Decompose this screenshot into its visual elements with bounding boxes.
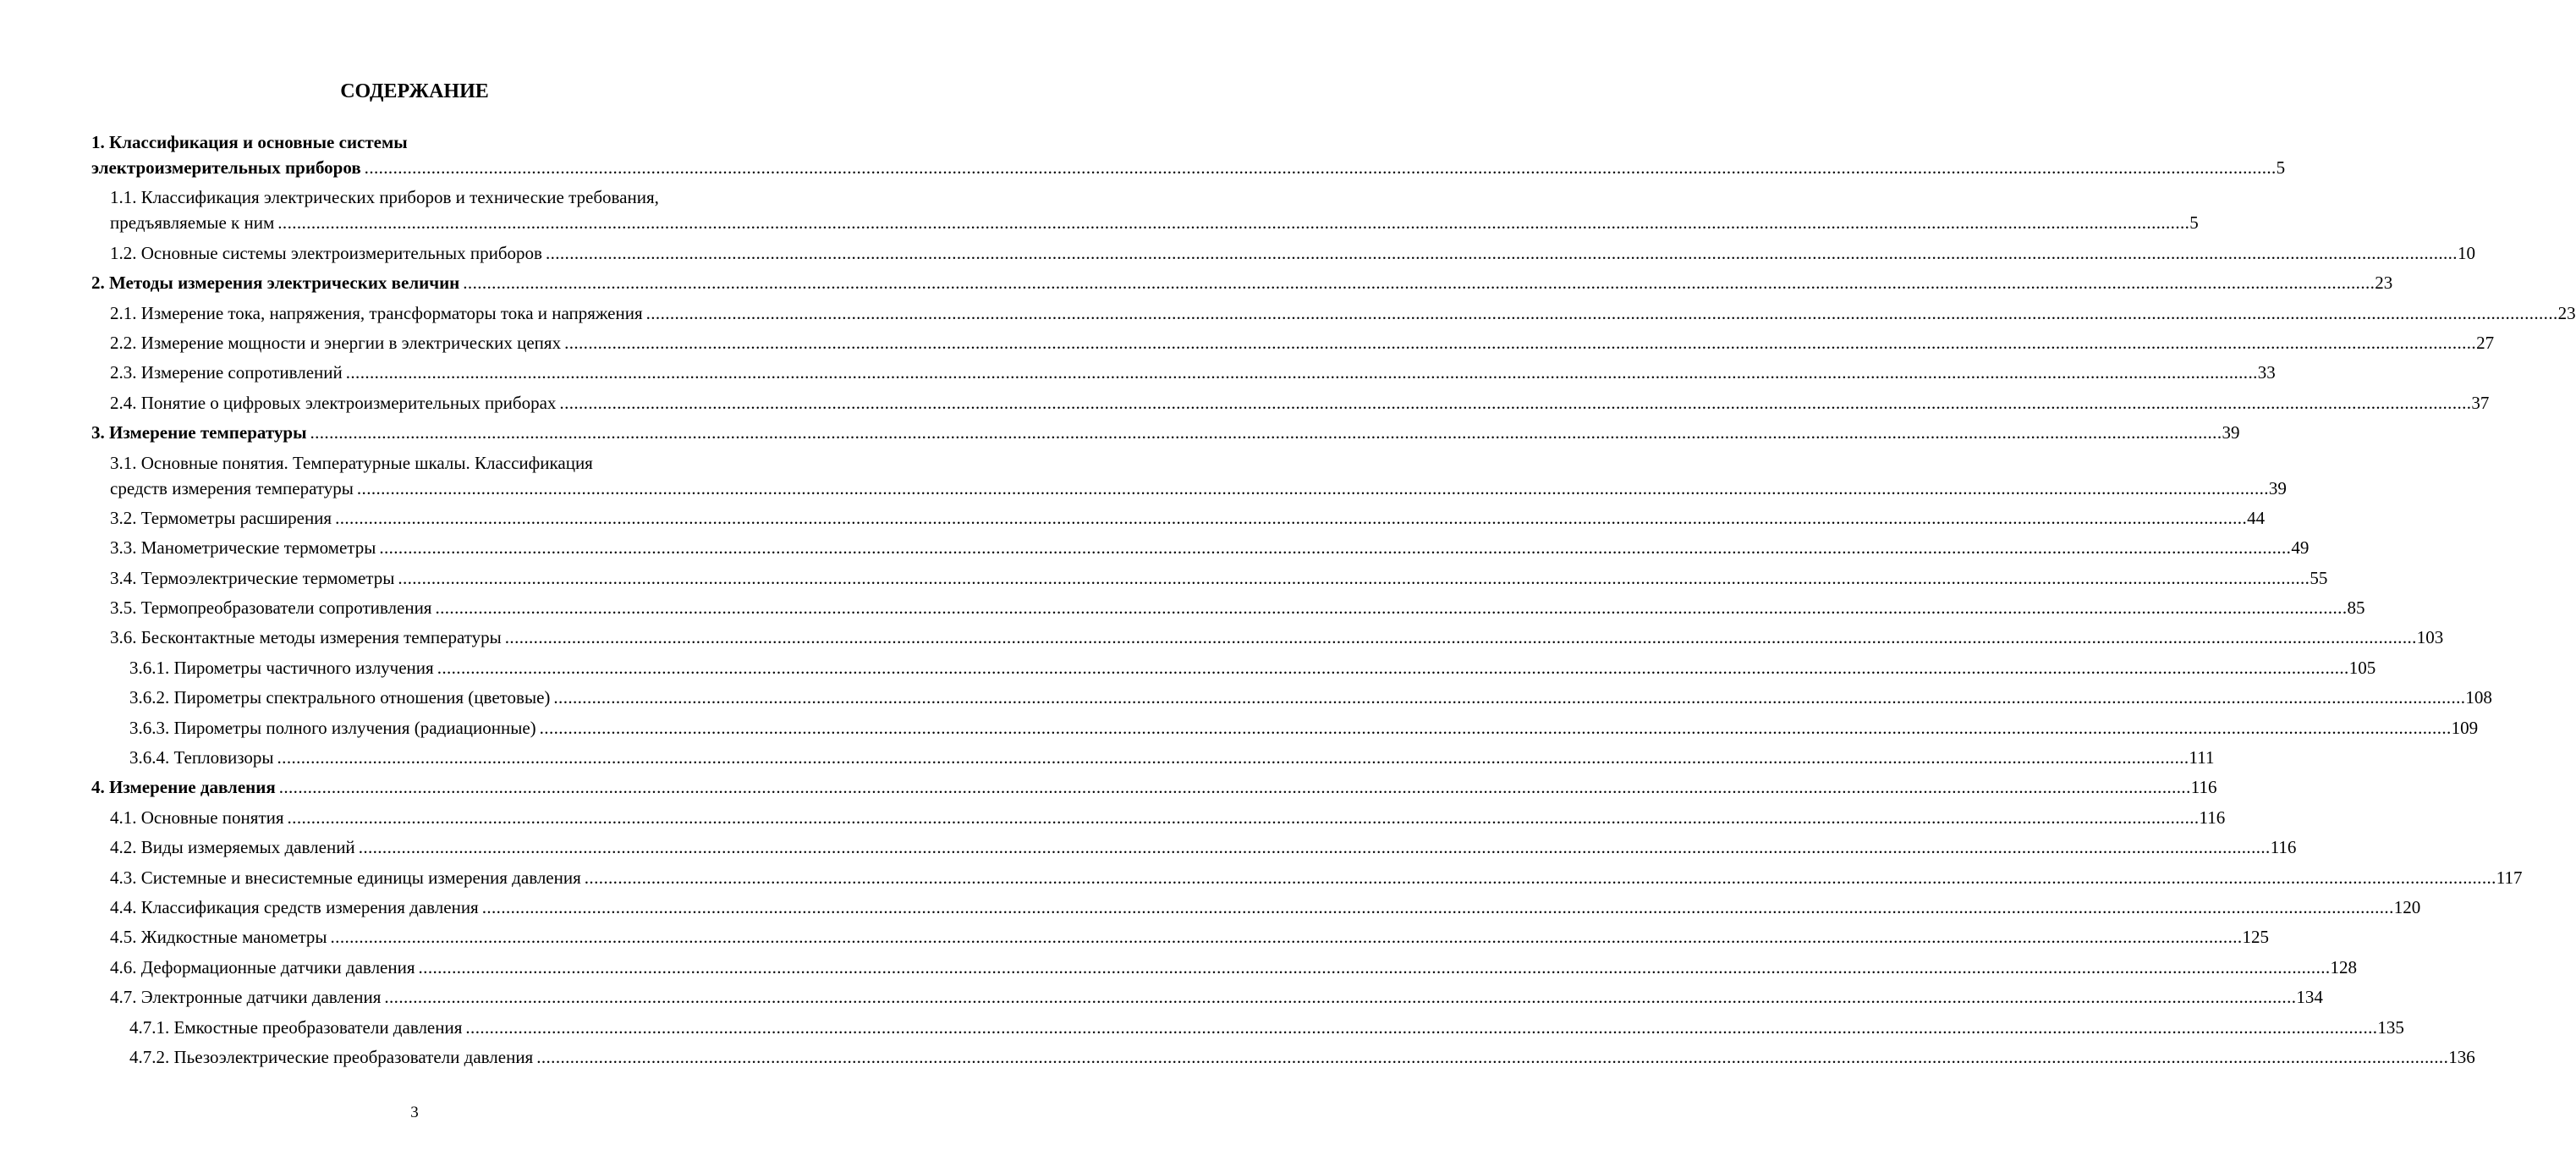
toc-entry-page: 109 bbox=[2451, 717, 2479, 738]
toc-entry-title: 3.5. Термопреобразователи сопротивления bbox=[110, 598, 432, 619]
dot-leader: ................................................................................................................................................................................................................................................................................................................................................................................................................ bbox=[418, 956, 2331, 978]
toc-entry-page: 136 bbox=[2448, 1046, 2475, 1067]
dot-leader: ................................................................................................................................................................................................................................................................................................................................................................................................................ bbox=[278, 777, 2191, 798]
dot-leader: ................................................................................................................................................................................................................................................................................................................................................................................................................ bbox=[481, 896, 2394, 917]
toc-entry-page: 105 bbox=[2348, 657, 2376, 678]
toc-entry-title: средств измерения температуры bbox=[110, 477, 354, 498]
toc-entry-title-line: 3.1. Основные понятия. Температурные шкалы. Классификация bbox=[110, 452, 593, 473]
toc-entry-page: 117 bbox=[2496, 867, 2523, 888]
toc-entry bbox=[91, 1015, 2404, 1040]
toc-entry-page: 108 bbox=[2465, 687, 2492, 708]
toc-entry-title: 4.5. Жидкостные манометры bbox=[110, 927, 327, 948]
toc-entry-title: электроизмерительных приборов bbox=[91, 157, 361, 178]
toc-entry-title: 4.4. Классификация средств измерения давления bbox=[110, 896, 479, 917]
toc-entry-title: 3. Измерение температуры bbox=[91, 422, 307, 443]
toc-entry bbox=[91, 300, 2576, 326]
toc-entry bbox=[91, 955, 2358, 980]
toc-entry bbox=[91, 625, 2444, 650]
toc-entry-page: 116 bbox=[2190, 777, 2217, 798]
toc-entry-title: 1.2. Основные системы электроизмерительных приборов bbox=[110, 242, 542, 263]
toc-entry-title: 3.6. Бесконтактные методы измерения температуры bbox=[110, 627, 502, 648]
toc-entry-page: 5 bbox=[2189, 212, 2199, 234]
toc-entry-title: 2.2. Измерение мощности и энергии в электрических цепях bbox=[110, 332, 562, 353]
toc-entry-title: 4.7.1. Емкостные преобразователи давления bbox=[129, 1016, 463, 1038]
toc-entry-page: 49 bbox=[2291, 537, 2310, 559]
toc-entry-title: 3.6.3. Пирометры полного излучения (радиационные) bbox=[129, 717, 536, 738]
toc-entry-page: 135 bbox=[2377, 1016, 2404, 1038]
toc-entry bbox=[91, 450, 2287, 501]
toc-entry-title-line: 1. Классификация и основные системы bbox=[91, 132, 408, 152]
toc-entry-page: 33 bbox=[2257, 362, 2276, 383]
toc-entry bbox=[91, 685, 2492, 710]
page-number: 3 bbox=[410, 1104, 419, 1121]
toc-entry bbox=[91, 360, 2276, 385]
dot-leader: ................................................................................................................................................................................................................................................................................................................................................................................................................ bbox=[384, 987, 2297, 1008]
dot-leader: ................................................................................................................................................................................................................................................................................................................................................................................................................ bbox=[545, 242, 2458, 263]
toc-entry-title: 3.6.4. Тепловизоры bbox=[129, 747, 274, 768]
toc-entry bbox=[91, 595, 2365, 620]
dot-leader: ................................................................................................................................................................................................................................................................................................................................................................................................................ bbox=[553, 687, 2466, 708]
dot-leader: ................................................................................................................................................................................................................................................................................................................................................................................................................ bbox=[277, 747, 2189, 768]
page-title: СОДЕРЖАНИЕ bbox=[340, 80, 489, 102]
toc-entry-page: 5 bbox=[2276, 157, 2286, 178]
toc-entry-page: 128 bbox=[2330, 956, 2358, 978]
dot-leader: ................................................................................................................................................................................................................................................................................................................................................................................................................ bbox=[463, 273, 2376, 294]
toc-entry-page: 10 bbox=[2457, 242, 2475, 263]
dot-leader: ................................................................................................................................................................................................................................................................................................................................................................................................................ bbox=[330, 927, 2243, 948]
toc-entry bbox=[91, 805, 2226, 830]
toc-entry bbox=[91, 895, 2421, 920]
toc-entry bbox=[91, 184, 2199, 235]
dot-leader: ................................................................................................................................................................................................................................................................................................................................................................................................................ bbox=[435, 598, 2348, 619]
dot-leader: ................................................................................................................................................................................................................................................................................................................................................................................................................ bbox=[539, 717, 2452, 738]
toc-entry-page: 23 bbox=[2557, 302, 2576, 323]
toc-entry-page: 37 bbox=[2471, 392, 2490, 413]
toc-entry-page: 125 bbox=[2242, 927, 2270, 948]
toc-entry-title: 4.3. Системные и внесистемные единицы измерения давления bbox=[110, 867, 581, 888]
toc-entry-page: 116 bbox=[2270, 837, 2297, 858]
toc-entry bbox=[91, 129, 2286, 180]
toc-entry-title: 3.6.2. Пирометры спектрального отношения (цветовые) bbox=[129, 687, 551, 708]
toc-entry bbox=[91, 715, 2479, 741]
toc-entry bbox=[91, 984, 2323, 1010]
toc-entry-title: 2.4. Понятие о цифровых электроизмерительных приборах bbox=[110, 392, 557, 413]
toc-entry-page: 120 bbox=[2393, 896, 2421, 917]
toc-entry-title: 4. Измерение давления bbox=[91, 777, 276, 798]
dot-leader: ................................................................................................................................................................................................................................................................................................................................................................................................................ bbox=[287, 807, 2200, 828]
toc-entry bbox=[91, 745, 2215, 770]
toc-entry-title: 3.3. Манометрические термометры bbox=[110, 537, 376, 559]
toc-entry-title: 4.6. Деформационные датчики давления bbox=[110, 956, 415, 978]
table-of-contents bbox=[91, 129, 2576, 1074]
toc-entry bbox=[91, 505, 2266, 531]
toc-entry bbox=[91, 535, 2310, 560]
toc-entry-page: 23 bbox=[2375, 273, 2393, 294]
toc-entry-title: 4.1. Основные понятия bbox=[110, 807, 284, 828]
dot-leader: ................................................................................................................................................................................................................................................................................................................................................................................................................ bbox=[465, 1016, 2378, 1038]
toc-entry bbox=[91, 565, 2328, 591]
toc-entry-page: 39 bbox=[2222, 422, 2240, 443]
toc-entry-title: предъявляемые к ним bbox=[110, 212, 275, 234]
dot-leader: ................................................................................................................................................................................................................................................................................................................................................................................................................ bbox=[584, 867, 2496, 888]
dot-leader: ................................................................................................................................................................................................................................................................................................................................................................................................................ bbox=[645, 302, 2558, 323]
toc-entry-title: 3.4. Термоэлектрические термометры bbox=[110, 567, 395, 588]
dot-leader: ................................................................................................................................................................................................................................................................................................................................................................................................................ bbox=[358, 837, 2271, 858]
toc-entry-page: 116 bbox=[2199, 807, 2226, 828]
toc-entry-page: 55 bbox=[2310, 567, 2328, 588]
toc-entry bbox=[91, 330, 2495, 355]
dot-leader: ................................................................................................................................................................................................................................................................................................................................................................................................................ bbox=[364, 157, 2277, 178]
dot-leader: ................................................................................................................................................................................................................................................................................................................................................................................................................ bbox=[356, 477, 2269, 498]
toc-entry bbox=[91, 240, 2475, 266]
toc-entry-page: 103 bbox=[2416, 627, 2444, 648]
toc-entry bbox=[91, 924, 2270, 950]
toc-entry-title: 2.3. Измерение сопротивлений bbox=[110, 362, 343, 383]
toc-entry-title: 4.7. Электронные датчики давления bbox=[110, 987, 382, 1008]
toc-entry-title-line: 1.1. Классификация электрических приборов и технические требования, bbox=[110, 187, 659, 208]
toc-entry bbox=[91, 655, 2376, 680]
toc-entry-title: 4.2. Виды измеряемых давлений bbox=[110, 837, 355, 858]
toc-entry-page: 134 bbox=[2296, 987, 2323, 1008]
toc-entry bbox=[91, 390, 2490, 416]
toc-entry-page: 39 bbox=[2268, 477, 2287, 498]
dot-leader: ................................................................................................................................................................................................................................................................................................................................................................................................................ bbox=[504, 627, 2417, 648]
dot-leader: ................................................................................................................................................................................................................................................................................................................................................................................................................ bbox=[310, 422, 2222, 443]
dot-leader: ................................................................................................................................................................................................................................................................................................................................................................................................................ bbox=[335, 507, 2248, 528]
toc-entry-title: 3.6.1. Пирометры частичного излучения bbox=[129, 657, 434, 678]
toc-entry bbox=[91, 270, 2393, 295]
toc-entry-title: 2.1. Измерение тока, напряжения, трансформаторы тока и напряжения bbox=[110, 302, 643, 323]
toc-entry-page: 44 bbox=[2247, 507, 2266, 528]
toc-entry-page: 111 bbox=[2189, 747, 2215, 768]
toc-entry-title: 4.7.2. Пьезоэлектрические преобразователи давления bbox=[129, 1046, 534, 1067]
toc-entry bbox=[91, 420, 2240, 445]
dot-leader: ................................................................................................................................................................................................................................................................................................................................................................................................................ bbox=[559, 392, 2472, 413]
toc-entry bbox=[91, 834, 2297, 860]
dot-leader: ................................................................................................................................................................................................................................................................................................................................................................................................................ bbox=[564, 332, 2477, 353]
dot-leader: ................................................................................................................................................................................................................................................................................................................................................................................................................ bbox=[398, 567, 2310, 588]
dot-leader: ................................................................................................................................................................................................................................................................................................................................................................................................................ bbox=[437, 657, 2349, 678]
toc-entry bbox=[91, 1044, 2475, 1070]
toc-entry-title: 2. Методы измерения электрических величин bbox=[91, 273, 460, 294]
dot-leader: ................................................................................................................................................................................................................................................................................................................................................................................................................ bbox=[345, 362, 2258, 383]
toc-entry-page: 27 bbox=[2476, 332, 2495, 353]
toc-entry bbox=[91, 865, 2523, 890]
toc-entry bbox=[91, 774, 2217, 800]
toc-entry-page: 85 bbox=[2347, 598, 2365, 619]
dot-leader: ................................................................................................................................................................................................................................................................................................................................................................................................................ bbox=[379, 537, 2292, 559]
toc-entry-title: 3.2. Термометры расширения bbox=[110, 507, 332, 528]
dot-leader: ................................................................................................................................................................................................................................................................................................................................................................................................................ bbox=[536, 1046, 2449, 1067]
dot-leader: ................................................................................................................................................................................................................................................................................................................................................................................................................ bbox=[277, 212, 2190, 234]
